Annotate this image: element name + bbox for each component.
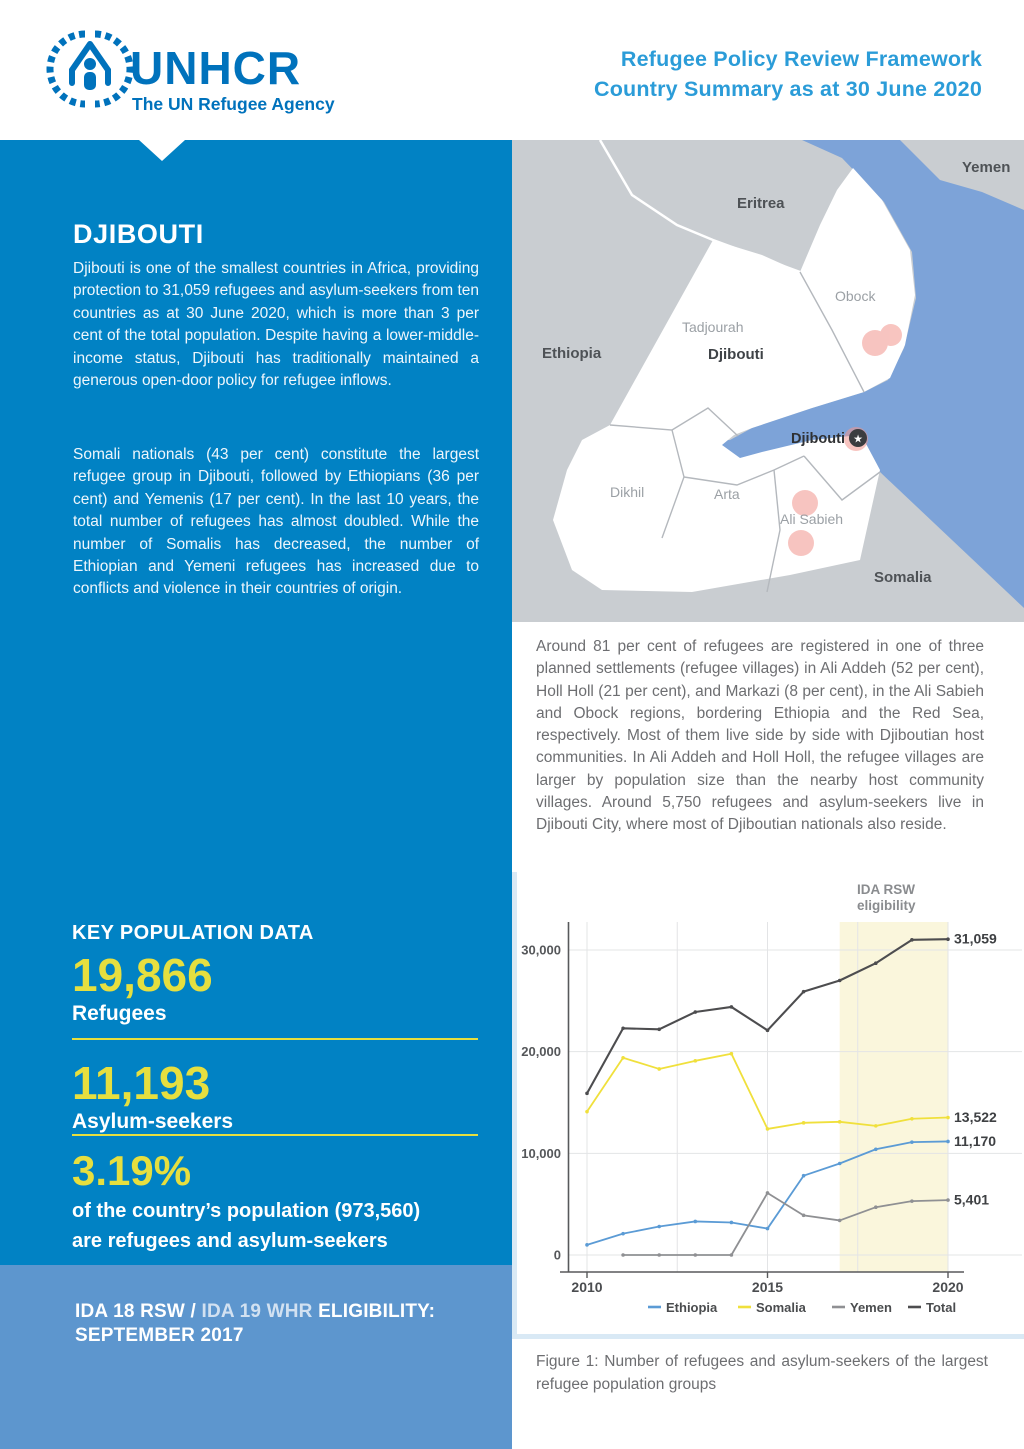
eligibility-date: SEPTEMBER 2017 <box>75 1325 244 1346</box>
eligibility-bold1: IDA 18 RSW / <box>75 1301 196 1322</box>
data-point <box>766 1127 770 1131</box>
unhcr-acronym: UNHCR <box>130 42 302 94</box>
data-point <box>802 990 806 994</box>
asylum-seekers-label: Asylum-seekers <box>72 1110 234 1133</box>
refugees-count: 19,866 <box>72 949 213 1001</box>
data-point <box>585 1243 589 1247</box>
unhcr-tagline: The UN Refugee Agency <box>132 94 335 114</box>
map-label-obock: Obock <box>835 288 876 304</box>
population-percentage: 3.19% <box>72 1147 192 1194</box>
population-percentage-label-line2: are refugees and asylum-seekers <box>72 1230 388 1252</box>
data-point <box>874 1124 878 1128</box>
data-point <box>910 1117 914 1121</box>
map-label-djibouti-country: Djibouti <box>708 346 764 363</box>
data-point <box>657 1028 661 1032</box>
djibouti-map <box>512 140 1024 622</box>
data-point <box>910 1140 914 1144</box>
y-tick-label: 10,000 <box>521 1145 561 1161</box>
map-label-arta: Arta <box>714 486 740 502</box>
data-point <box>585 1110 589 1114</box>
data-point <box>946 1198 950 1202</box>
data-point <box>802 1174 806 1178</box>
data-point <box>838 1162 842 1166</box>
data-point <box>874 1205 878 1209</box>
data-point <box>766 1029 770 1033</box>
data-point <box>910 938 914 942</box>
data-point <box>802 1214 806 1218</box>
document-title-line1: Refugee Policy Review Framework <box>620 47 982 71</box>
country-title: DJIBOUTI <box>73 219 204 249</box>
data-point <box>621 1056 625 1060</box>
settlements-paragraph: Around 81 per cent of refugees are registered in one of three planned settlements (refugee villages) in Ali Addeh (52 per cent), Holl Holl (21 per cent), and Markazi (8 per cent), in the Ali Sabieh and Obock regions, bordering Ethiopia and the Red Sea, respectively. Most of them live side by side with Djiboutian host communities. In Ali Addeh and Holl Holl, the refugee villages are larger by population size than the nearby host community villages. Around 5,750 refugees and asylum-seekers live in Djibouti City, where most of Djiboutian nationals also reside. <box>536 638 984 834</box>
data-point <box>730 1052 734 1056</box>
asylum-seekers-count: 11,193 <box>72 1057 211 1109</box>
data-point <box>621 1026 625 1030</box>
figure-caption: Figure 1: Number of refugees and asylum-seekers of the largest refugee population groups <box>536 1353 988 1393</box>
refugees-label: Refugees <box>72 1002 167 1025</box>
unhcr-emblem-icon <box>50 34 130 104</box>
eligibility-light: IDA 19 WHR <box>201 1301 313 1322</box>
map-label-eritrea: Eritrea <box>737 195 785 212</box>
data-point <box>874 961 878 965</box>
x-tick-label: 2015 <box>751 1279 784 1295</box>
eligibility-text <box>75 1300 435 1348</box>
data-point <box>802 1121 806 1125</box>
header-notch <box>139 140 185 161</box>
divider-rule-2 <box>72 1134 478 1136</box>
x-tick-label: 2010 <box>571 1279 603 1295</box>
band-label: eligibility <box>857 898 916 913</box>
data-point <box>694 1059 698 1063</box>
document-title-line2: Country Summary as at 30 June 2020 <box>594 77 982 101</box>
x-tick-label: 2020 <box>932 1279 964 1295</box>
eligibility-bold2: ELIGIBILITY: <box>318 1301 436 1322</box>
map-label-dikhil: Dikhil <box>610 484 645 500</box>
legend-label-somalia: Somalia <box>756 1300 806 1315</box>
unhcr-logo <box>46 28 376 120</box>
map-label-ali-sabieh: Ali Sabieh <box>780 511 844 527</box>
data-point <box>657 1253 661 1257</box>
figure-1-chart <box>512 872 1024 1339</box>
data-point <box>766 1191 770 1195</box>
data-point <box>694 1010 698 1014</box>
data-point <box>766 1227 770 1231</box>
data-point <box>657 1225 661 1229</box>
data-point <box>838 1120 842 1124</box>
y-tick-label: 20,000 <box>521 1044 561 1060</box>
data-point <box>946 937 950 941</box>
population-percentage-label <box>72 1196 420 1256</box>
map-label-tadjourah: Tadjourah <box>682 319 744 335</box>
end-label-yemen: 5,401 <box>954 1191 990 1208</box>
page-header <box>0 0 1024 140</box>
intro-paragraph-1: Djibouti is one of the smallest countries in Africa, providing protection to 31,059 refugees and asylum-seekers from ten countries as at 30 June 2020, which is more than 3 per cent of the total population. Despite having a lower-middle-income status, Djibouti has traditionally maintained a generous open-door policy for refugee inflows. <box>73 260 479 390</box>
data-point <box>694 1253 698 1257</box>
population-percentage-label-line1: of the country’s population (973,560) <box>72 1200 421 1222</box>
map-label-yemen: Yemen <box>962 159 1011 176</box>
data-point <box>910 1199 914 1203</box>
data-point <box>946 1140 950 1144</box>
end-label-total: 31,059 <box>954 930 997 947</box>
intro-paragraph-2: Somali nationals (43 per cent) constitute the largest refugee group in Djibouti, followed by Ethiopians (36 per cent) and Yemenis (17 per cent). In the last 10 years, the total number of refugees has almost doubled. While the number of Somalis has decreased, the number of Ethiopian and Yemeni refugees has increased due to conflicts and violence in their countries of origin. <box>73 446 479 598</box>
data-point <box>730 1221 734 1225</box>
data-point <box>874 1147 878 1151</box>
band-label: IDA RSW <box>857 882 915 897</box>
map-label-ethiopia: Ethiopia <box>542 345 602 362</box>
data-point <box>621 1253 625 1257</box>
data-point <box>621 1232 625 1236</box>
data-point <box>730 1253 734 1257</box>
key-population-heading: KEY POPULATION DATA <box>72 922 314 944</box>
data-point <box>657 1067 661 1071</box>
data-point <box>838 1219 842 1223</box>
map-svg <box>512 140 1024 622</box>
y-tick-label: 30,000 <box>521 942 561 958</box>
data-point <box>946 1116 950 1120</box>
data-point <box>694 1220 698 1224</box>
capital-star-icon: ★ <box>853 433 863 446</box>
data-point <box>585 1092 589 1096</box>
legend-label-total: Total <box>926 1300 957 1315</box>
chart-svg <box>517 870 1022 1340</box>
legend-label-yemen: Yemen <box>850 1300 892 1315</box>
map-label-somalia: Somalia <box>874 569 932 586</box>
eligibility-band-region <box>840 922 948 1272</box>
eligibility-band <box>0 1265 512 1449</box>
data-point <box>838 979 842 983</box>
end-label-ethiopia: 11,170 <box>954 1132 997 1149</box>
legend-label-ethiopia: Ethiopia <box>666 1300 718 1315</box>
data-point <box>730 1005 734 1009</box>
document-title <box>594 44 982 104</box>
y-tick-label: 0 <box>553 1247 561 1263</box>
end-label-somalia: 13,522 <box>954 1109 997 1126</box>
divider-rule-1 <box>72 1038 478 1040</box>
map-label-djibouti-city: Djibouti <box>791 431 845 447</box>
